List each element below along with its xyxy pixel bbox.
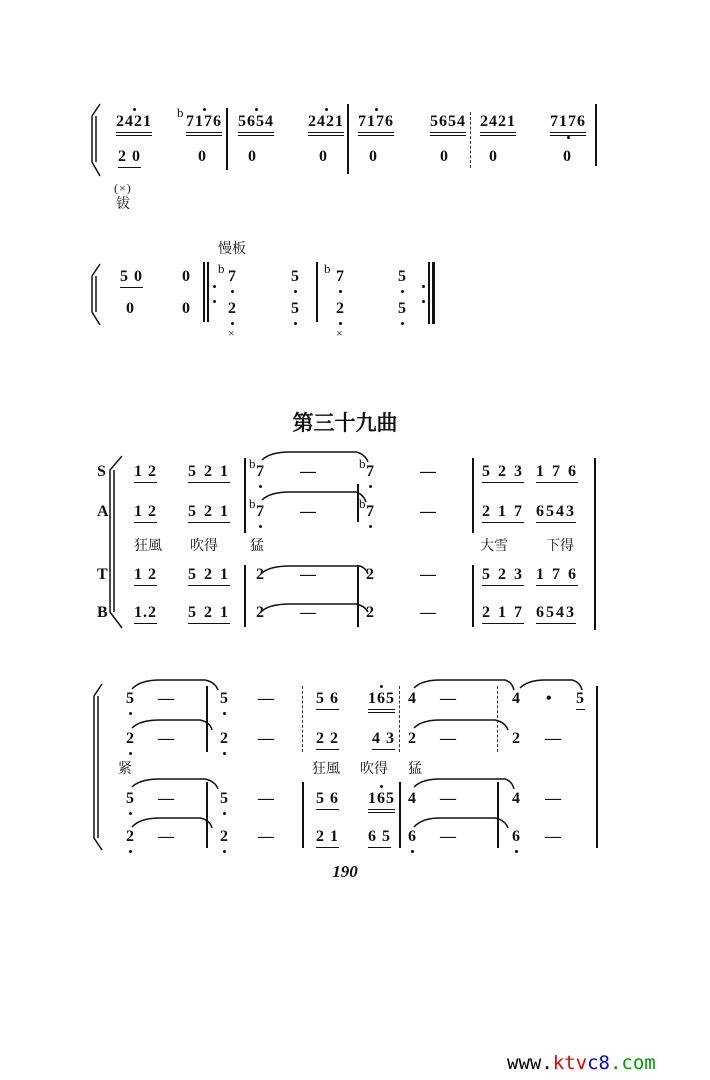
note: 7 — [228, 268, 237, 285]
note: 0 — [248, 148, 257, 165]
note: 4 — [408, 790, 417, 807]
tie — [414, 818, 508, 828]
barline — [226, 108, 228, 170]
note: 7176 — [186, 113, 222, 136]
note: 2 2 — [316, 730, 339, 750]
note: 7176 — [358, 113, 394, 136]
barline — [347, 104, 349, 174]
note: — — [158, 690, 175, 707]
tie — [262, 492, 366, 502]
note: 0 — [440, 148, 449, 165]
percussion-mark: (×) — [114, 181, 132, 195]
lyric: 狂風 — [134, 538, 162, 554]
note: — — [258, 828, 275, 845]
lyric: 猛 — [250, 538, 264, 554]
watermark-c8: c8 — [587, 1052, 610, 1074]
barline — [357, 484, 359, 522]
note: — — [300, 503, 317, 520]
tie — [414, 680, 514, 690]
tie — [414, 779, 514, 789]
note: 6543 — [536, 604, 576, 624]
note: 5654 — [430, 113, 466, 136]
note: 4 — [408, 690, 417, 707]
voice-label: A — [97, 503, 110, 520]
repeat-dot — [422, 300, 425, 303]
note: 2 — [256, 566, 265, 583]
repeat-start-barline — [207, 262, 209, 322]
voice-label: S — [97, 463, 107, 480]
flat-sign: b — [218, 261, 226, 276]
lyric: 下得 — [546, 538, 574, 554]
barline — [594, 458, 596, 630]
note: 0 — [369, 148, 378, 165]
flat-sign: b — [249, 456, 257, 471]
note: 2 — [256, 604, 265, 621]
repeat-end-barline — [428, 262, 430, 324]
flat-sign: b — [359, 456, 367, 471]
watermark — [507, 1052, 656, 1074]
lyric: 吹得 — [190, 538, 218, 554]
barline — [596, 686, 598, 848]
note: 6 — [408, 828, 417, 845]
barline — [497, 782, 499, 848]
note: — — [420, 566, 437, 583]
note: 0 — [182, 268, 191, 285]
note: 0 — [198, 148, 207, 165]
note: 2 — [366, 566, 375, 583]
note: — — [420, 463, 437, 480]
note: 0 — [126, 300, 135, 317]
note: 5 — [126, 690, 135, 707]
barline — [470, 112, 471, 168]
tie — [132, 818, 212, 828]
note: 2 — [408, 730, 417, 747]
barline — [316, 262, 318, 322]
note: — — [258, 790, 275, 807]
repeat-end-barline — [432, 262, 435, 324]
tie — [132, 720, 212, 730]
note: • — [546, 690, 553, 707]
flat-sign: b — [359, 496, 367, 511]
tie — [414, 720, 508, 730]
note: — — [440, 828, 457, 845]
note: 0 — [489, 148, 498, 165]
note: 5 — [398, 268, 407, 285]
note: 5 2 1 — [188, 503, 230, 523]
note: 4 — [512, 790, 521, 807]
watermark-www: www. — [507, 1052, 553, 1074]
note: 0 — [319, 148, 328, 165]
lyric: 猛 — [408, 761, 422, 777]
note: — — [258, 730, 275, 747]
lyric: 紧 — [118, 761, 132, 777]
watermark-ktv: ktv — [552, 1052, 588, 1074]
tempo-marking: 慢板 — [218, 241, 246, 257]
note: 0 — [182, 300, 191, 317]
note: 1 2 — [134, 503, 157, 523]
note: 5654 — [238, 113, 274, 136]
voice-label: B — [97, 604, 109, 621]
note: — — [300, 604, 317, 621]
lyric: 狂風 — [312, 761, 340, 777]
barline — [302, 686, 303, 752]
note: — — [258, 690, 275, 707]
note: 1.2 — [134, 604, 157, 624]
note: 2 — [220, 828, 229, 845]
note: 7 — [336, 268, 345, 285]
note: 1 7 6 — [536, 463, 578, 483]
note: — — [545, 790, 562, 807]
barline — [302, 782, 304, 848]
barline — [399, 782, 401, 848]
note: 6543 — [536, 503, 576, 523]
note: 2 1 7 — [482, 503, 524, 523]
system-bracket — [94, 684, 102, 850]
note: 2 — [228, 300, 237, 317]
note: — — [158, 790, 175, 807]
repeat-start-barline — [203, 262, 205, 322]
note: 5 — [220, 690, 229, 707]
note: 5 — [291, 300, 300, 317]
note: 6 — [512, 828, 521, 845]
lyric: 大雪 — [480, 538, 508, 554]
note: 2421 — [308, 113, 344, 136]
barline — [472, 458, 474, 533]
note: 1 2 — [134, 566, 157, 586]
note: — — [420, 604, 437, 621]
note: 1 2 — [134, 463, 157, 483]
piece-title: 第三十九曲 — [292, 411, 398, 435]
note: 2 — [126, 730, 135, 747]
repeat-dot — [213, 300, 216, 303]
note: 7 — [366, 463, 375, 480]
note: 5 — [126, 790, 135, 807]
note: 2 1 — [316, 828, 339, 848]
note: 5 2 1 — [188, 463, 230, 483]
note: 2 — [366, 604, 375, 621]
voice-label: T — [97, 566, 109, 583]
barline — [206, 782, 208, 848]
barline — [595, 104, 597, 166]
barline — [244, 458, 246, 533]
note: 5 2 1 — [188, 566, 230, 586]
note: 5 2 3 — [482, 566, 524, 586]
note: 4 — [512, 690, 521, 707]
repeat-dot — [213, 285, 216, 288]
flat-sign: b — [249, 496, 257, 511]
page-number: 190 — [332, 862, 358, 881]
note: 5 2 3 — [482, 463, 524, 483]
note: 7176 — [550, 113, 586, 136]
note: 2 — [126, 828, 135, 845]
tie — [520, 680, 582, 690]
note: — — [440, 690, 457, 707]
note: 2 0 — [118, 148, 141, 168]
tie — [262, 452, 368, 462]
note: 7 — [256, 463, 265, 480]
repeat-dot — [422, 285, 425, 288]
barline — [497, 686, 498, 752]
note: 2 — [220, 730, 229, 747]
note: 5 6 — [316, 790, 339, 810]
note: — — [158, 828, 175, 845]
instrument-label: 钹 — [116, 196, 130, 212]
note: — — [440, 790, 457, 807]
note: 165 — [368, 790, 395, 813]
note: 2421 — [480, 113, 516, 136]
note: 5 — [398, 300, 407, 317]
barline — [206, 686, 208, 752]
note: 6 5 — [368, 828, 391, 848]
note: 5 2 1 — [188, 604, 230, 624]
note: — — [300, 566, 317, 583]
x-mark: × — [336, 326, 344, 340]
note: 5 6 — [316, 690, 339, 710]
note: — — [545, 730, 562, 747]
note: — — [158, 730, 175, 747]
note: 5 — [576, 690, 585, 710]
note: 2421 — [116, 113, 152, 136]
tie — [262, 566, 368, 574]
watermark-com: .com — [609, 1052, 656, 1074]
system-bracket — [92, 104, 100, 176]
barline — [472, 565, 474, 627]
x-mark: × — [228, 326, 236, 340]
note: 5 — [220, 790, 229, 807]
note: 7 — [366, 503, 375, 520]
note: — — [300, 463, 317, 480]
note: 2 — [512, 730, 521, 747]
note: 4 3 — [372, 730, 395, 750]
note: 7 — [256, 503, 265, 520]
note: 5 0 — [120, 268, 143, 288]
lyric: 吹得 — [360, 761, 388, 777]
flat-sign: b — [177, 105, 185, 120]
system-bracket — [110, 456, 122, 628]
tie — [262, 604, 368, 612]
note: — — [545, 828, 562, 845]
note: 165 — [368, 690, 395, 713]
barline — [244, 565, 246, 627]
barline — [399, 686, 400, 752]
note: 5 — [291, 268, 300, 285]
note: 0 — [563, 148, 572, 165]
note: — — [440, 730, 457, 747]
note: 1 7 6 — [536, 566, 578, 586]
barline — [357, 565, 359, 627]
note: 2 — [336, 300, 345, 317]
note: — — [420, 503, 437, 520]
note: 2 1 7 — [482, 604, 524, 624]
flat-sign: b — [324, 261, 332, 276]
system-bracket — [92, 264, 100, 325]
